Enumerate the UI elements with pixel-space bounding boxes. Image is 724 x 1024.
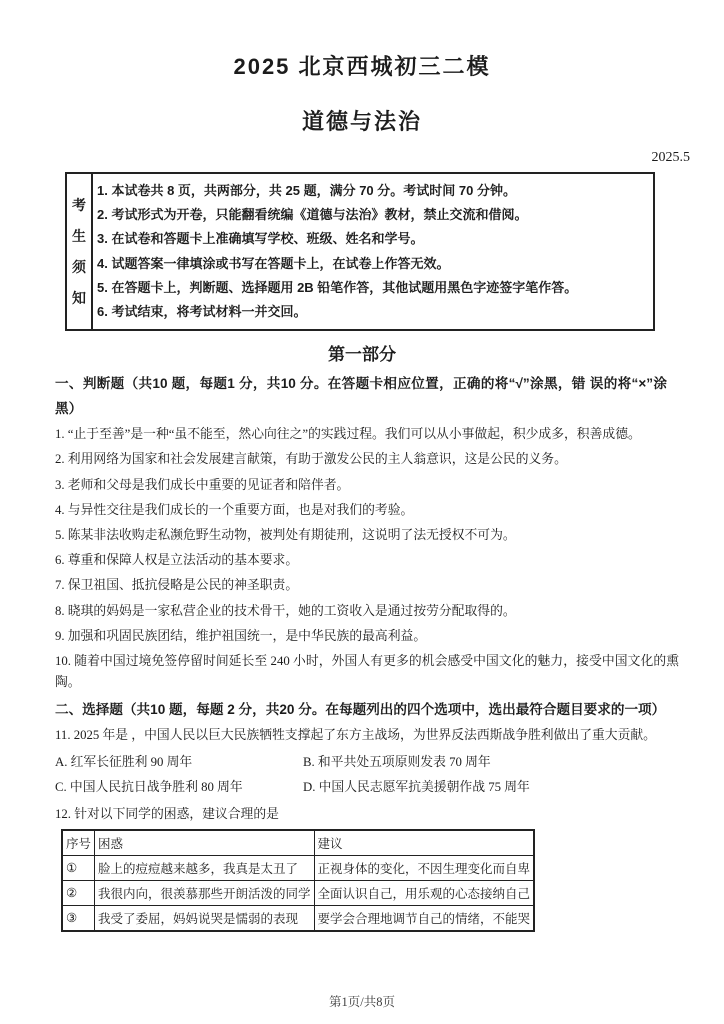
table-header-row <box>62 830 534 856</box>
part-one-heading: 第一部分 <box>328 345 396 365</box>
judgment-question-6: 6. 尊重和保障人权是立法活动的基本要求。 <box>55 553 299 568</box>
exam-title: 2025 北京西城初三二模 <box>233 54 491 79</box>
notice-side-char: 考 <box>72 197 86 214</box>
page-number-footer: 第1页/共8页 <box>329 995 395 1009</box>
notice-item: 5. 在答题卡上，判断题、选择题用 2B 铅笔作答，其他试题用黑色字迹签字笔作答。 <box>97 279 578 295</box>
judgment-question-3: 3. 老师和父母是我们成长中重要的见证者和陪伴者。 <box>55 477 350 492</box>
option-a: A. 红军长征胜利 90 周年 <box>55 755 193 770</box>
notice-items <box>93 174 653 329</box>
header-advice: 建议 <box>314 830 534 856</box>
notice-item: 4. 试题答案一律填涂或书写在答题卡上，在试卷上作答无效。 <box>97 255 450 271</box>
row-number: ② <box>62 881 95 906</box>
judgment-question-2: 2. 利用网络为国家和社会发展建言献策，有助于激发公民的主人翁意识，这是公民的义务。 <box>55 452 567 467</box>
exam-body <box>55 371 679 932</box>
section-choice-title: 二、选择题（共10 题，每题 2 分，共20 分。在每题列出的四个选项中，选出最符合题目要求的一项） <box>55 702 666 718</box>
header-number: 序号 <box>62 830 95 856</box>
option-b: B. 和平共处五项原则发表 70 周年 <box>303 755 491 770</box>
option-d: D. 中国人民志愿军抗美援朝作战 75 周年 <box>303 780 530 795</box>
exam-date: 2025.5 <box>651 150 690 165</box>
row-issue: 我很内向，很羡慕那些开朗活泼的同学 <box>95 881 315 906</box>
table-row <box>62 856 534 881</box>
notice-side-label <box>67 174 93 329</box>
row-issue: 脸上的痘痘越来越多，我真是太丑了 <box>95 856 315 881</box>
row-advice: 全面认识自己，用乐观的心态接纳自己 <box>314 881 534 906</box>
judgment-question-7: 7. 保卫祖国、抵抗侵略是公民的神圣职责。 <box>55 578 299 593</box>
notice-side-char: 生 <box>72 228 86 245</box>
choice-question-12-stem: 12. 针对以下同学的困惑，建议合理的是 <box>55 807 279 822</box>
section-judgment-title: 一、判断题（共10 题，每题1 分，共10 分。在答题卡相应位置，正确的将“√”涂黑，错 误的将“×”涂黑） <box>55 376 667 417</box>
judgment-question-10: 10. 随着中国过境免签停留时间延长至 240 小时，外国人有更多的机会感受中国文化的魅力，接受中国文化的熏陶。 <box>55 653 679 689</box>
judgment-question-1: 1. “止于至善”是一种“虽不能至，然心向往之”的实践过程。我们可以从小事做起，积少成多，积善成德。 <box>55 427 641 442</box>
question-11-options <box>55 750 679 800</box>
notice-item: 6. 考试结束，将考试材料一并交回。 <box>97 304 307 320</box>
notice-item: 1. 本试卷共 8 页，共两部分，共 25 题，满分 70 分。考试时间 70 分钟。 <box>97 183 516 198</box>
row-issue: 我受了委屈，妈妈说哭是懦弱的表现 <box>95 906 315 932</box>
judgment-question-8: 8. 晓琪的妈妈是一家私营企业的技术骨干，她的工资收入是通过按劳分配取得的。 <box>55 603 516 618</box>
notice-item: 2. 考试形式为开卷，只能翻看统编《道德与法治》教材，禁止交流和借阅。 <box>97 207 528 223</box>
table-row <box>62 906 534 932</box>
examinee-notice-box <box>65 172 655 331</box>
notice-item: 3. 在试卷和答题卡上准确填写学校、班级、姓名和学号。 <box>97 231 424 247</box>
row-advice: 要学会合理地调节自己的情绪，不能哭 <box>314 906 534 932</box>
option-c: C. 中国人民抗日战争胜利 80 周年 <box>55 780 243 795</box>
row-advice: 正视身体的变化，不因生理变化而自卑 <box>314 856 534 881</box>
notice-side-char: 知 <box>72 289 86 306</box>
table-row <box>62 881 534 906</box>
judgment-question-5: 5. 陈某非法收购走私濒危野生动物，被判处有期徒刑，这说明了法无授权不可为。 <box>55 527 516 542</box>
judgment-question-9: 9. 加强和巩固民族团结，维护祖国统一，是中华民族的最高利益。 <box>55 628 427 643</box>
subject-title: 道德与法治 <box>301 109 422 134</box>
row-number: ① <box>62 856 95 881</box>
row-number: ③ <box>62 906 95 932</box>
choice-question-11-stem: 11. 2025 年是 ，中国人民以巨大民族牺牲支撑起了东方主战场，为世界反法西斯战争胜利做出了重大贡献。 <box>55 728 656 743</box>
header-issue: 困惑 <box>95 830 315 856</box>
notice-side-char: 须 <box>72 258 86 275</box>
judgment-question-4: 4. 与异性交往是我们成长的一个重要方面，也是对我们的考验。 <box>55 502 414 517</box>
question-12-table <box>61 829 535 932</box>
